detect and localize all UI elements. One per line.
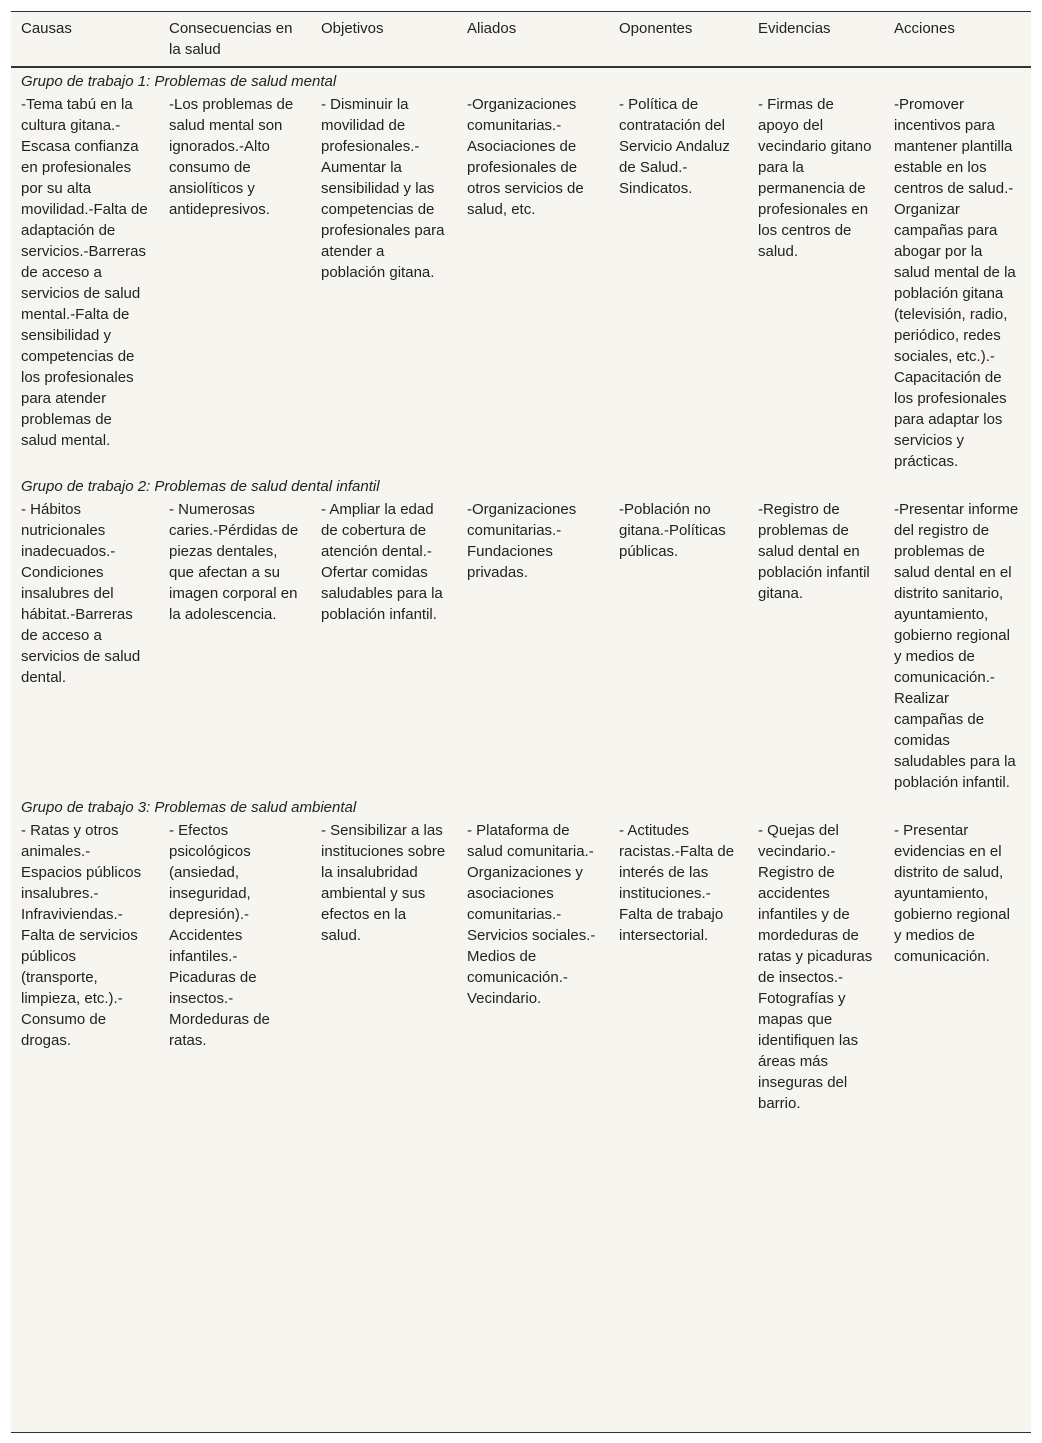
cell-consecuencias: - Numerosas caries.-Pérdidas de piezas dentales, que afectan a su imagen corporal en la adolescencia. <box>169 501 299 623</box>
cell-acciones: - Presentar evidencias en el distrito de salud, ayuntamiento, gobierno regional y medios de comunicación. <box>894 822 1010 965</box>
column-header-acciones: Acciones <box>884 12 1031 67</box>
table-row <box>11 94 1031 473</box>
column-header-objetivos: Objetivos <box>311 12 457 67</box>
cell-oponentes: - Actitudes racistas.-Falta de interés de las instituciones.-Falta de trabajo intersectorial. <box>619 822 735 944</box>
cell-causas: - Hábitos nutricionales inadecuados.-Condiciones insalubres del hábitat.-Barreras de acceso a servicios de salud dental. <box>21 501 141 686</box>
table-container <box>11 11 1031 1433</box>
column-header-causas: Causas <box>11 12 159 67</box>
cell-causas: -Tema tabú en la cultura gitana.-Escasa confianza en profesionales por su alta movilidad.-Falta de adaptación de servicios.-Barreras de acceso a servicios de salud mental.-Falta de sensibilidad y competencias de los profesionales para atender problemas de salud mental. <box>21 96 148 449</box>
cell-oponentes: -Población no gitana.-Políticas públicas. <box>619 501 726 560</box>
cell-evidencias: - Quejas del vecindario.-Registro de accidentes infantiles y de mordeduras de ratas y picaduras de insectos.-Fotografías y mapas que identifiquen las áreas más inseguras del barrio. <box>758 822 873 1112</box>
cell-evidencias: - Firmas de apoyo del vecindario gitano para la permanencia de profesionales en los centros de salud. <box>758 96 872 260</box>
column-header-consecuencias: Consecuencias en la salud <box>159 12 311 67</box>
group-title-row <box>11 473 1031 499</box>
group-title: Grupo de trabajo 1: Problemas de salud mental <box>21 73 337 90</box>
cell-aliados: - Plataforma de salud comunitaria.-Organizaciones y asociaciones comunitarias.-Servicios sociales.-Medios de comunicación.-Vecindario. <box>467 822 596 1007</box>
group-title-row <box>11 67 1031 94</box>
cell-objetivos: - Disminuir la movilidad de profesionales.-Aumentar la sensibilidad y las competencias de profesionales para atender a población gitana. <box>321 96 445 281</box>
cell-acciones: -Presentar informe del registro de problemas de salud dental en el distrito sanitario, ayuntamiento, gobierno regional y medios de comunicación.-Realizar campañas de comidas saludables para la población infantil. <box>894 501 1019 791</box>
cell-consecuencias: - Efectos psicológicos (ansiedad, inseguridad, depresión).-Accidentes infantiles.-Picaduras de insectos.-Mordeduras de ratas. <box>169 822 270 1049</box>
cell-objetivos: - Sensibilizar a las instituciones sobre la insalubridad ambiental y sus efectos en la salud. <box>321 822 446 944</box>
cell-oponentes: - Política de contratación del Servicio Andaluz de Salud.-Sindicatos. <box>619 96 730 197</box>
cell-acciones: -Promover incentivos para mantener plantilla estable en los centros de salud.-Organizar campañas para abogar por la salud mental de la población gitana (televisión, radio, periódico, redes sociales, etc.).-Capacitación de los profesionales para adaptar los servicios y prácticas. <box>894 96 1016 470</box>
table-row <box>11 820 1031 1115</box>
group-title-row <box>11 794 1031 820</box>
column-header-aliados: Aliados <box>457 12 609 67</box>
column-header-oponentes: Oponentes <box>609 12 748 67</box>
cell-aliados: -Organizaciones comunitarias.-Asociaciones de profesionales de otros servicios de salud, etc. <box>467 96 584 218</box>
group-title: Grupo de trabajo 3: Problemas de salud ambiental <box>21 799 357 816</box>
cell-causas: - Ratas y otros animales.-Espacios públicos insalubres.-Infraviviendas.-Falta de servicios públicos (transporte, limpieza, etc.).-Consumo de drogas. <box>21 822 142 1049</box>
intervention-table <box>11 12 1031 1115</box>
cell-objetivos: - Ampliar la edad de cobertura de atención dental.- Ofertar comidas saludables para la población infantil. <box>321 501 443 623</box>
column-header-evidencias: Evidencias <box>748 12 884 67</box>
cell-evidencias: -Registro de problemas de salud dental en población infantil gitana. <box>758 501 870 602</box>
header-row <box>11 12 1031 67</box>
group-title: Grupo de trabajo 2: Problemas de salud dental infantil <box>21 478 380 495</box>
cell-aliados: -Organizaciones comunitarias.-Fundaciones privadas. <box>467 501 577 581</box>
table-row <box>11 499 1031 794</box>
cell-consecuencias: -Los problemas de salud mental son ignorados.-Alto consumo de ansiolíticos y antidepresivos. <box>169 96 294 218</box>
